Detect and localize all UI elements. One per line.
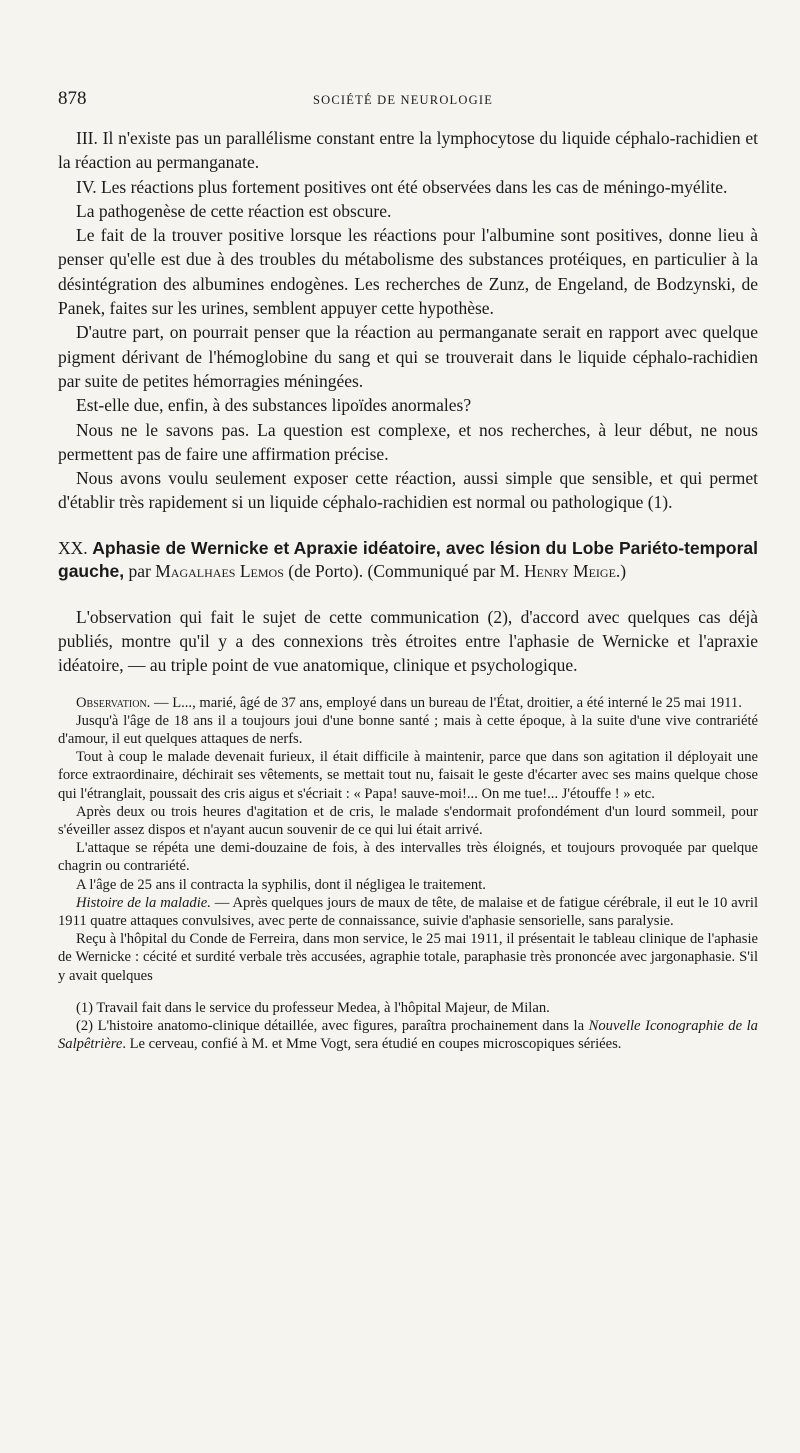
page-body xyxy=(58,126,758,1053)
paragraph-case-3: Après deux ou trois heures d'agitation et de cris, le malade s'endormait profondément d'un lourd sommeil, pour s'éveiller assez dispos et n'ayant aucun souvenir de ce qui lui était arrivé. xyxy=(58,803,758,839)
section-close: .) xyxy=(615,560,627,581)
paragraph-observation xyxy=(58,694,758,712)
footnote-2-start: (2) L'histoire anatomo-clinique détaillée, avec figures, paraîtra prochainement dans la xyxy=(76,1017,589,1034)
footnote-2 xyxy=(58,1017,758,1053)
paragraph-pigment-hypothesis: D'autre part, on pourrait penser que la réaction au permanganate serait en rapport avec quelque pigment dérivant de l'hémoglobine du sang et qui se trouverait dans le liquide céphalo-rachidien par suite de petites hémorragies méningées. xyxy=(58,322,758,391)
paragraph-history xyxy=(58,894,758,930)
paragraph-case-4: L'attaque se répéta une demi-douzaine de fois, à des intervalles très éloignés, et toujours provoquée par quelque chagrin ou contrariété. xyxy=(58,840,758,875)
journal-title: SOCIÉTÉ DE NEUROLOGIE xyxy=(313,93,494,107)
paragraph-conclusion-iv: IV. Les réactions plus fortement positives ont été observées dans les cas de méningo-myélite. xyxy=(76,176,728,197)
section-author: Magalhaes Lemos xyxy=(155,560,284,581)
section-by: par xyxy=(128,560,151,581)
footnote-2-end: . Le cerveau, confié à M. et Mme Vogt, sera étudié en coupes microscopiques sériées. xyxy=(122,1035,622,1052)
paragraph-lipoid-question: Est-elle due, enfin, à des substances lipoïdes anormales? xyxy=(76,395,472,416)
paragraph-case-5: A l'âge de 25 ans il contracta la syphilis, dont il négligea le traitement. xyxy=(76,876,486,893)
paragraph-lead: L'observation qui fait le sujet de cette communication (2), d'accord avec quelques cas déjà publiés, montre qu'il y a des connexions très étroites entre l'aphasie de Wernicke et l'apraxie idéatoire, — au triple point de vue anatomique, clinique et psychologique. xyxy=(58,606,758,676)
paragraph-admission: Reçu à l'hôpital du Conde de Ferreira, dans mon service, le 25 mai 1911, il présentait le tableau clinique de l'aphasie de Wernicke : cécité et surdité verbale très accusées, agraphie totale, paraphasie très prononcée avec jargonaphasie. S'il y avait quelques xyxy=(58,931,758,984)
footnotes xyxy=(58,999,758,1053)
section-number: XX. xyxy=(58,537,88,558)
page-number: 878 xyxy=(58,88,87,109)
paragraph-conclusion-iii: III. Il n'existe pas un parallélisme constant entre la lymphocytose du liquide céphalo-rachidien et la réaction au permanganate. xyxy=(58,128,758,173)
footnote-2-journal: Nouvelle Iconographie de la Salpêtrière xyxy=(58,1017,758,1052)
section-title: Aphasie de Wernicke et Apraxie idéatoire, avec lésion du Lobe Pariéto-temporal gauche, xyxy=(58,537,759,581)
paragraph-case-1: Jusqu'à l'âge de 18 ans il a toujours joui d'une bonne santé ; mais à cette époque, à la suite d'une vive contrariété d'amour, il eut quelques attaques de nerfs. xyxy=(58,712,758,748)
observation-text: — L..., marié, âgé de 37 ans, employé dans un bureau de l'État, droitier, a été interné le 25 mai 1911. xyxy=(150,694,742,711)
observation-label: Observation. xyxy=(76,694,151,711)
section-presenter: Henry Meige xyxy=(524,560,616,581)
history-text: — Après quelques jours de maux de tête, de malaise et de fatigue cérébrale, il eut le 10 avril 1911 quatre attaques convulsives, avec perte de connaissance, suivie d'aphasie sensorielle, sans paralysie. xyxy=(58,894,758,930)
paragraph-pathogenesis: La pathogenèse de cette réaction est obscure. xyxy=(76,200,392,221)
paragraph-albumin-hypothesis: Le fait de la trouver positive lorsque les réactions pour l'albumine sont positives, donne lieu à penser qu'elle est due à des troubles du métabolisme des substances protéiques, en particulier à la désintégration des albumines endogènes. Les recherches de Zunz, de Engeland, de Bodzynski, de Panek, faites sur les urines, semblent appuyer cette hypothèse. xyxy=(58,225,758,319)
running-header xyxy=(58,88,758,114)
history-label: Histoire de la maladie. xyxy=(76,894,211,911)
paragraph-case-2: Tout à coup le malade devenait furieux, il était difficile à maintenir, parce que dans son agitation il déployait une force extraordinaire, déchirait ses vêtements, se mettait tout nu, faisait le geste d'écarter avec ses mains quelque chose qui l'étranglait, poussait des cris aigus et s'écriait : « Papa! sauve-moi!... On me tue!... J'étouffe ! » etc. xyxy=(58,749,758,802)
section-heading xyxy=(58,537,758,583)
paragraph-conclusion: Nous avons voulu seulement exposer cette réaction, aussi simple que sensible, et qui permet d'établir très rapidement si un liquide céphalo-rachidien est normal ou pathologique (1). xyxy=(58,468,758,513)
paragraph-uncertainty: Nous ne le savons pas. La question est complexe, et nos recherches, à leur début, ne nous permettent pas de faire une affirmation précise. xyxy=(58,419,758,464)
footnote-1: (1) Travail fait dans le service du professeur Medea, à l'hôpital Majeur, de Milan. xyxy=(76,999,550,1016)
section-affiliation: (de Porto). (Communiqué par M. xyxy=(288,560,520,581)
